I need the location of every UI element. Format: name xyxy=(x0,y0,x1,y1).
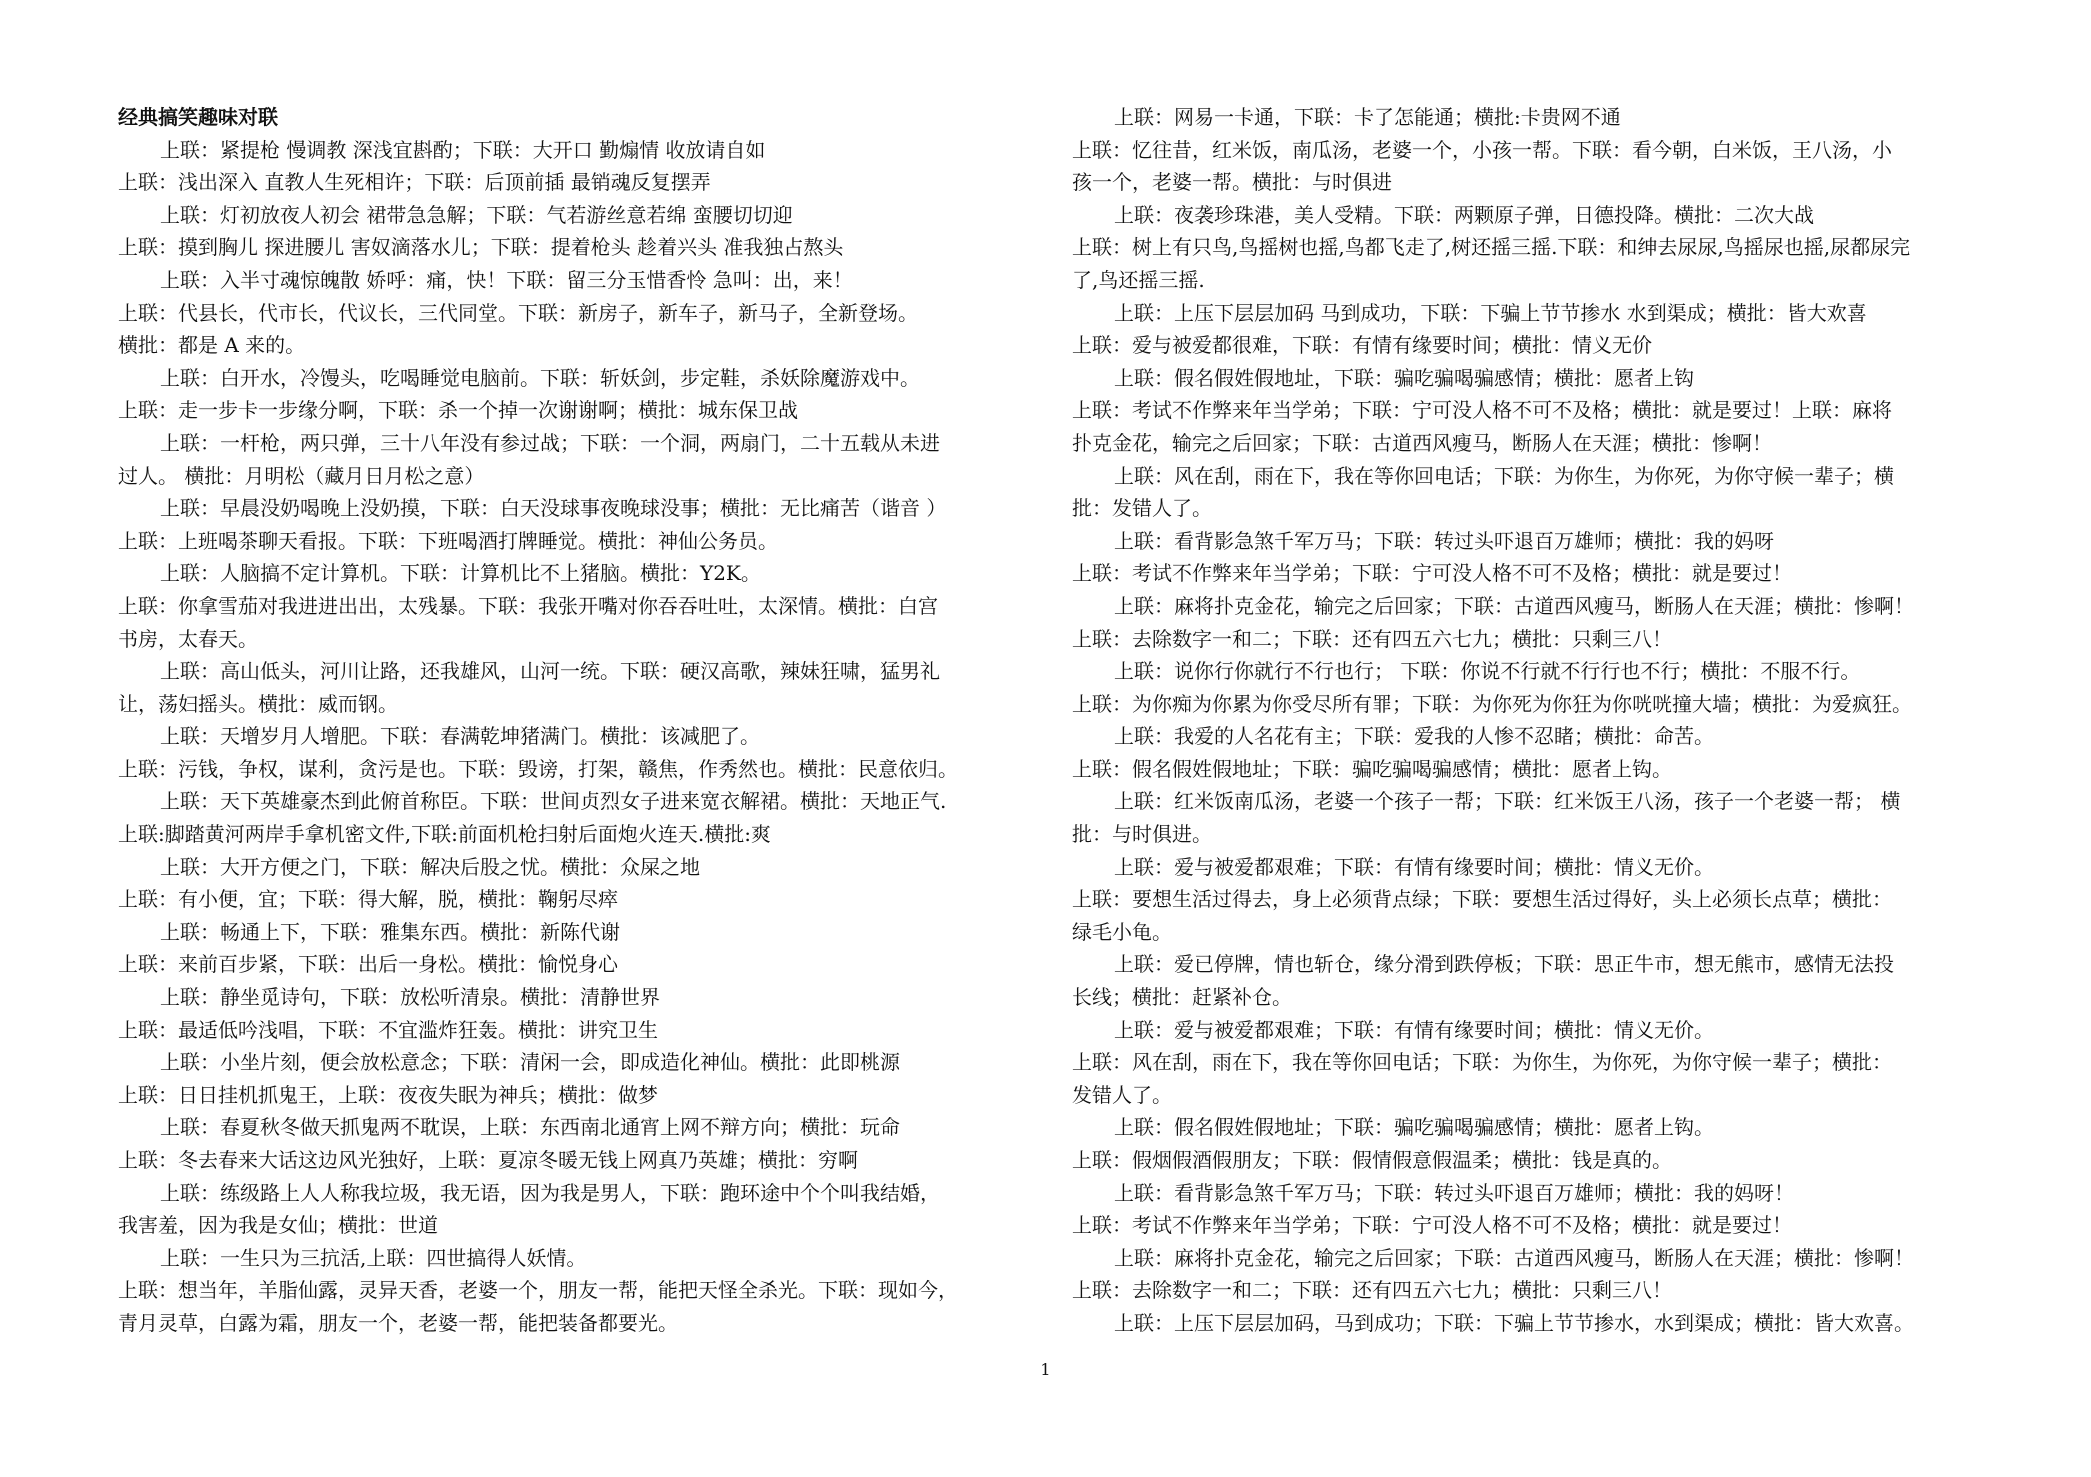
text-line: 上联：考试不作弊来年当学弟；下联：宁可没人格不可不及格；横批：就是要过！ xyxy=(1072,1213,1792,1238)
text-line: 让，荡妇摇头。横批：威而钢。 xyxy=(118,691,398,716)
page-number: 1 xyxy=(1040,1360,1051,1379)
text-line: 书房，太春天。 xyxy=(118,626,258,651)
text-line: 上联：假名假姓假地址，下联：骗吃骗喝骗感情；横批：愿者上钩 xyxy=(1114,365,1694,390)
right-column-lines xyxy=(1072,101,1972,1340)
text-line: 上联：忆往昔，红米饭，南瓜汤，老婆一个，小孩一帮。下联：看今朝，白米饭，王八汤，小 xyxy=(1072,137,1892,162)
text-line: 上联：有小便，宜；下联：得大解，脱，横批：鞠躬尽瘁 xyxy=(118,887,618,912)
text-line: 上联：紧提枪 慢调教 深浅宜斟酌；下联：大开口 勤煽情 收放请自如 xyxy=(160,137,766,162)
left-column xyxy=(118,101,1018,1340)
text-line: 上联：天增岁月人增肥。下联：春满乾坤猪满门。横批：该减肥了。 xyxy=(160,724,760,749)
text-line: 上联：网易一卡通，下联：卡了怎能通；横批:卡贵网不通 xyxy=(1114,105,1621,129)
text-line: 上联：浅出深入 直教人生死相许；下联：后顶前插 最销魂反复摆弄 xyxy=(118,170,711,195)
text-line: 长线；横批：赶紧补仓。 xyxy=(1072,985,1292,1010)
text-line: 上联:脚踏黄河两岸手拿机密文件,下联:前面机枪扫射后面炮火连天.横批:爽 xyxy=(118,822,771,847)
text-line: 上联：来前百步紧，下联：出后一身松。横批：愉悦身心 xyxy=(118,952,618,977)
text-line: 上联：想当年，羊脂仙露，灵异天香，老婆一个，朋友一帮，能把天怪全杀光。下联：现如今， xyxy=(118,1278,958,1303)
left-column-lines xyxy=(118,134,1018,1340)
text-line: 上联：去除数字一和二；下联：还有四五六七九；横批：只剩三八！ xyxy=(1072,626,1672,651)
document-title: 经典搞笑趣味对联 xyxy=(118,105,278,129)
text-line: 上联：假名假姓假地址；下联：骗吃骗喝骗感情；横批：愿者上钩。 xyxy=(1114,1115,1714,1140)
text-line: 上联：风在刮，雨在下，我在等你回电话；下联：为你生，为你死，为你守候一辈子；横 xyxy=(1114,463,1894,488)
text-line: 上联：夜袭珍珠港，美人受精。下联：两颗原子弹，日德投降。横批：二次大战 xyxy=(1114,202,1814,227)
text-line: 上联：摸到胸儿 探进腰儿 害奴滴落水儿；下联：提着枪头 趁着兴头 准我独占熬头 xyxy=(118,235,844,260)
text-line: 上联：去除数字一和二；下联：还有四五六七九；横批：只剩三八！ xyxy=(1072,1278,1672,1303)
text-line: 上联：人脑搞不定计算机。下联：计算机比不上猪脑。横批：Y2K。 xyxy=(160,561,761,586)
text-line: 上联：白开水，冷馒头，吃喝睡觉电脑前。下联：斩妖剑，步定鞋，杀妖除魔游戏中。 xyxy=(160,365,920,390)
text-line: 上联：爱与被爱都艰难；下联：有情有缘要时间；横批：情义无价。 xyxy=(1114,1017,1714,1042)
text-line: 批：发错人了。 xyxy=(1072,496,1212,521)
text-line: 上联：考试不作弊来年当学弟；下联：宁可没人格不可不及格；横批：就是要过！ xyxy=(1072,561,1792,586)
text-line: 上联：风在刮，雨在下，我在等你回电话；下联：为你生，为你死，为你守候一辈子；横批： xyxy=(1072,1050,1892,1075)
text-line: 上联：静坐觅诗句，下联：放松听清泉。横批：清静世界 xyxy=(160,985,660,1010)
text-line: 上联：一杆枪，两只弹，三十八年没有参过战；下联：一个洞，两扇门，二十五载从未进 xyxy=(160,430,940,455)
text-line: 上联：大开方便之门，下联：解决后股之忧。横批：众屎之地 xyxy=(160,854,700,879)
text-line: 上联：麻将扑克金花，输完之后回家；下联：古道西风瘦马，断肠人在天涯；横批：惨啊！ xyxy=(1114,593,1914,618)
text-line: 上联：考试不作弊来年当学弟；下联：宁可没人格不可不及格；横批：就是要过！上联：麻将 xyxy=(1072,398,1892,423)
text-line: 上联：一生只为三抗活,上联：四世搞得人妖情。 xyxy=(160,1245,587,1270)
text-line: 上联：代县长，代市长，代议长，三代同堂。下联：新房子，新车子，新马子，全新登场。 xyxy=(118,300,918,325)
text-line: 青月灵草，白露为霜，朋友一个，老婆一帮，能把装备都要光。 xyxy=(118,1310,678,1335)
text-line: 扑克金花，输完之后回家；下联：古道西风瘦马，断肠人在天涯；横批：惨啊！ xyxy=(1072,430,1772,455)
text-line: 孩一个，老婆一帮。横批：与时俱进 xyxy=(1072,170,1392,195)
text-line: 上联：为你痴为你累为你受尽所有罪；下联：为你死为你狂为你咣咣撞大墙；横批：为爱疯狂。 xyxy=(1072,691,1912,716)
text-line: 上联：爱与被爱都艰难；下联：有情有缘要时间；横批：情义无价。 xyxy=(1114,854,1714,879)
text-line: 上联：春夏秋冬做天抓鬼两不耽误，上联：东西南北通宵上网不辩方向；横批：玩命 xyxy=(160,1115,900,1140)
text-line: 上联：爱已停牌，情也斩仓，缘分滑到跌停板；下联：思正牛市，想无熊市，感情无法投 xyxy=(1114,952,1894,977)
text-line: 上联：说你行你就行不行也行； 下联：你说不行就不行行也不行；横批：不服不行。 xyxy=(1114,659,1861,684)
text-line: 上联：假烟假酒假朋友；下联：假情假意假温柔；横批：钱是真的。 xyxy=(1072,1148,1672,1172)
text-line: 上联：树上有只鸟,鸟摇树也摇,鸟都飞走了,树还摇三摇.下联：和绅去尿尿,鸟摇尿也摇,尿都尿完 xyxy=(1072,235,1911,260)
text-line: 上联：走一步卡一步缘分啊，下联：杀一个掉一次谢谢啊；横批：城东保卫战 xyxy=(118,398,798,423)
text-line: 上联：入半寸魂惊魄散 娇呼：痛，快！下联：留三分玉惜香怜 急叫：出，来！ xyxy=(160,267,853,292)
text-line: 上联：上压下层层加码，马到成功；下联：下骗上节节掺水，水到渠成；横批：皆大欢喜。 xyxy=(1114,1310,1914,1335)
text-line: 上联：早晨没奶喝晚上没奶摸，下联：白天没球事夜晚球没事；横批：无比痛苦（谐音 ） xyxy=(160,496,947,521)
text-line: 上联：日日挂机抓鬼王，上联：夜夜失眠为神兵；横批：做梦 xyxy=(118,1082,658,1107)
text-line: 上联：麻将扑克金花，输完之后回家；下联：古道西风瘦马，断肠人在天涯；横批：惨啊！ xyxy=(1114,1245,1914,1270)
text-line: 发错人了。 xyxy=(1072,1082,1172,1107)
text-line: 上联：上班喝茶聊天看报。下联：下班喝酒打牌睡觉。横批：神仙公务员。 xyxy=(118,528,778,553)
text-line: 上联：爱与被爱都很难，下联：有情有缘要时间；横批：情义无价 xyxy=(1072,333,1652,358)
text-line: 过人。 横批：月明松（藏月日月松之意） xyxy=(118,463,485,488)
text-line: 上联：最适低吟浅唱，下联：不宜滥炸狂轰。横批：讲究卫生 xyxy=(118,1017,658,1042)
text-line: 上联：高山低头，河川让路，还我雄风，山河一统。下联：硬汉高歌，辣妹狂啸，猛男礼 xyxy=(160,659,940,684)
text-line: 上联：看背影急煞千军万马；下联：转过头吓退百万雄师；横批：我的妈呀 xyxy=(1114,528,1774,553)
text-line: 上联：畅通上下，下联：雅集东西。横批：新陈代谢 xyxy=(160,919,620,944)
text-line: 上联：你拿雪茄对我进进出出，太残暴。下联：我张开嘴对你吞吞吐吐，太深情。横批：白宫 xyxy=(118,593,938,618)
text-line: 上联：天下英雄豪杰到此俯首称臣。下联：世间贞烈女子进来宽衣解裙。横批：天地正气. xyxy=(160,789,947,814)
text-line: 了,鸟还摇三摇. xyxy=(1072,267,1205,292)
text-line: 上联：假名假姓假地址；下联：骗吃骗喝骗感情；横批：愿者上钩。 xyxy=(1072,756,1672,781)
text-line: 我害羞，因为我是女仙；横批：世道 xyxy=(118,1213,438,1238)
text-line: 上联：灯初放夜人初会 裙带急急解；下联：气若游丝意若绵 蛮腰切切迎 xyxy=(160,202,793,227)
text-line: 横批：都是 A 来的。 xyxy=(118,333,306,358)
text-line: 上联：红米饭南瓜汤，老婆一个孩子一帮；下联：红米饭王八汤，孩子一个老婆一帮； 横 xyxy=(1114,789,1901,814)
text-line: 上联：小坐片刻，便会放松意念；下联：清闲一会，即成造化神仙。横批：此即桃源 xyxy=(160,1050,900,1075)
text-line: 上联：练级路上人人称我垃圾，我无语，因为我是男人，下联：跑环途中个个叫我结婚， xyxy=(160,1180,940,1205)
text-line: 上联：要想生活过得去，身上必须背点绿；下联：要想生活过得好，头上必须长点草；横批： xyxy=(1072,887,1892,912)
text-line: 上联：上压下层层加码 马到成功，下联：下骗上节节掺水 水到渠成；横批：皆大欢喜 xyxy=(1114,300,1867,325)
text-line: 上联：看背影急煞千军万马；下联：转过头吓退百万雄师；横批：我的妈呀！ xyxy=(1114,1180,1794,1205)
text-line: 绿毛小龟。 xyxy=(1072,919,1172,944)
text-line: 上联：污钱，争权，谋利，贪污是也。下联：毁谤，打架，赣焦，作秀然也。横批：民意依归。 xyxy=(118,756,958,781)
text-line: 上联：我爱的人名花有主；下联：爱我的人惨不忍睹；横批：命苦。 xyxy=(1114,724,1714,749)
text-line: 上联：冬去春来大话这边风光独好，上联：夏凉冬暖无钱上网真乃英雄；横批：穷啊 xyxy=(118,1148,858,1172)
right-column xyxy=(1072,101,1972,1340)
text-line: 批：与时俱进。 xyxy=(1072,822,1212,847)
